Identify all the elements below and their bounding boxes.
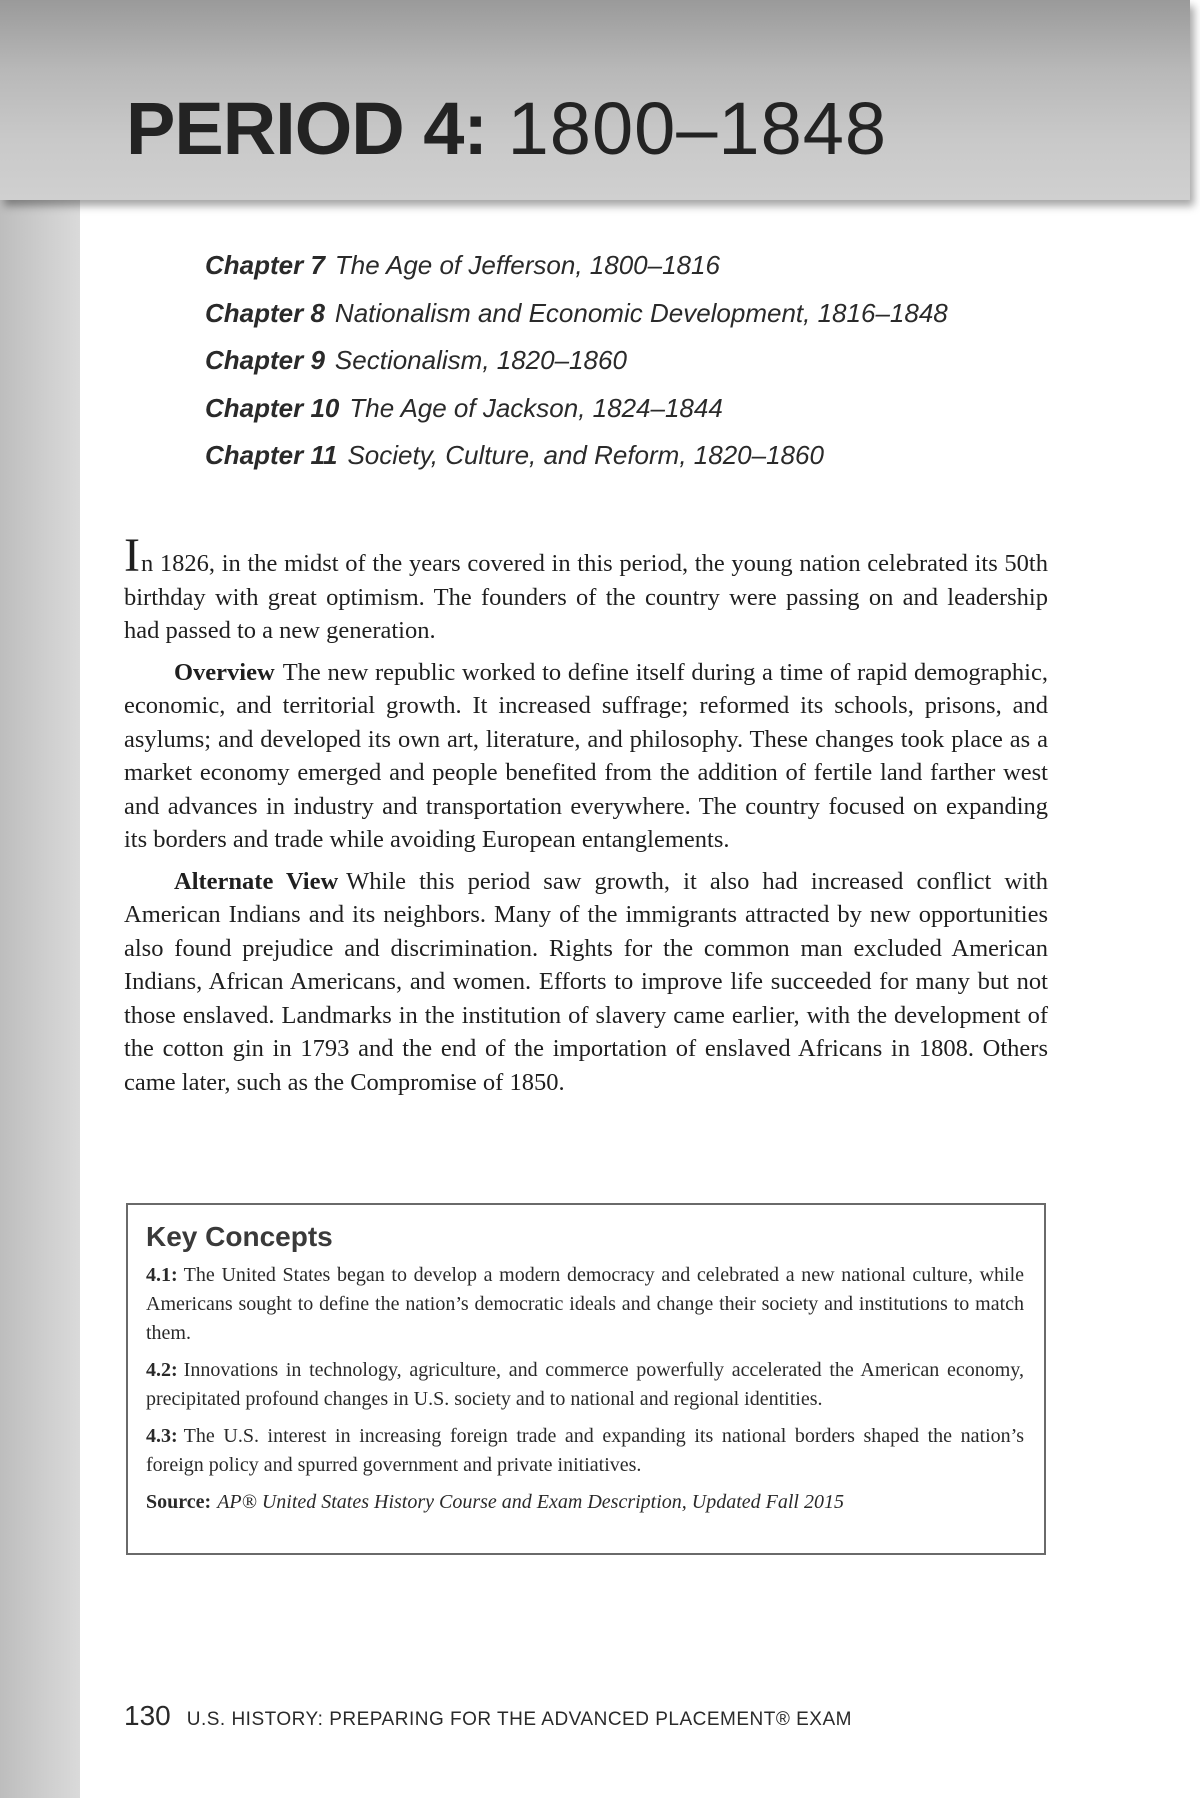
body-text — [124, 529, 1048, 1107]
source-text: AP® United States History Course and Exam Description, Updated Fall 2015 — [217, 1491, 844, 1513]
alternate-view-heading: Alternate View — [174, 867, 339, 895]
chapter-number: Chapter 8 — [205, 297, 325, 328]
chapter-item — [205, 393, 1105, 441]
running-head: U.S. HISTORY: PREPARING FOR THE ADVANCED PLACEMENT® EXAM — [186, 1709, 852, 1730]
overview-paragraph — [124, 656, 1048, 857]
chapter-number: Chapter 10 — [205, 392, 340, 423]
chapter-list — [205, 250, 1105, 488]
chapter-title: The Age of Jackson, 1824–1844 — [349, 392, 723, 423]
chapter-title: Sectionalism, 1820–1860 — [334, 345, 627, 375]
alternate-view-text: While this period saw growth, it also had increased conflict with American Indians and its neighbors. Many of the immigrants attracted by new opportunities also found prejudice and discrimination. Rights for the common man excluded American Indians, African Americans, and women. Efforts to improve life succeeded for many but not those enslaved. Landmarks in the institution of slavery came earlier, with the development of the cotton gin in 1793 and the end of the importation of enslaved Africans in 1808. Others came later, such as the Compromise of 1850. — [124, 867, 1048, 1096]
chapter-item — [205, 298, 1105, 346]
chapter-title: The Age of Jefferson, 1800–1816 — [334, 250, 720, 280]
overview-text: The new republic worked to define itself during a time of rapid demographic, economic, and territorial growth. It increased suffrage; reformed its schools, prisons, and asylums; and developed its own art, literature, and philosophy. These changes took place as a market economy emerged and people benefited from the addition of fertile land farther west and advances in industry and transportation everywhere. The country focused on expanding its borders and trade while avoiding European entanglements. — [124, 658, 1048, 853]
left-margin-bar — [0, 200, 80, 1798]
period-years: 1800–1848 — [507, 87, 888, 170]
chapter-item — [205, 345, 1105, 393]
chapter-title: Nationalism and Economic Development, 1816–1848 — [334, 297, 948, 328]
drop-cap: I — [124, 529, 140, 582]
source-label: Source: — [146, 1491, 212, 1513]
period-title — [126, 87, 888, 170]
concept-text: Innovations in technology, agriculture, and commerce powerfully accelerated the American economy, precipitated profound changes in U.S. society and to national and regional identities. — [146, 1359, 1024, 1410]
concept-text: The United States began to develop a modern democracy and celebrated a new national culture, while Americans sought to define the nation’s democratic ideals and change their society and institutions to match them. — [146, 1264, 1024, 1344]
intro-paragraph — [124, 529, 1048, 648]
chapter-number: Chapter 7 — [205, 250, 325, 280]
page-number: 130 — [124, 1700, 171, 1731]
key-concepts-box — [126, 1203, 1046, 1555]
concept-text: The U.S. interest in increasing foreign trade and expanding its national borders shaped the nation’s foreign policy and spurred government and private initiatives. — [146, 1425, 1024, 1476]
alternate-view-paragraph — [124, 865, 1048, 1100]
header-band — [0, 0, 1190, 200]
key-concept-item — [146, 1422, 1024, 1480]
key-concept-item — [146, 1356, 1024, 1414]
chapter-number: Chapter 11 — [205, 440, 338, 470]
chapter-item — [205, 440, 1105, 488]
key-concept-item — [146, 1261, 1024, 1348]
concept-id: 4.3: — [146, 1425, 178, 1447]
intro-text: n 1826, in the midst of the years covered in this period, the young nation celebrated its 50th birthday with great optimism. The founders of the country were passing on and leadership had passed to a new generation. — [124, 550, 1048, 644]
chapter-title: Society, Culture, and Reform, 1820–1860 — [347, 440, 824, 470]
source-citation — [146, 1488, 1024, 1517]
chapter-number: Chapter 9 — [205, 345, 325, 375]
key-concepts-title: Key Concepts — [146, 1221, 333, 1252]
chapter-item — [205, 250, 1105, 298]
concept-id: 4.1: — [146, 1264, 178, 1286]
concept-id: 4.2: — [146, 1359, 178, 1381]
period-label: PERIOD 4: — [126, 87, 488, 170]
page-footer — [124, 1700, 852, 1732]
overview-heading: Overview — [174, 658, 275, 686]
